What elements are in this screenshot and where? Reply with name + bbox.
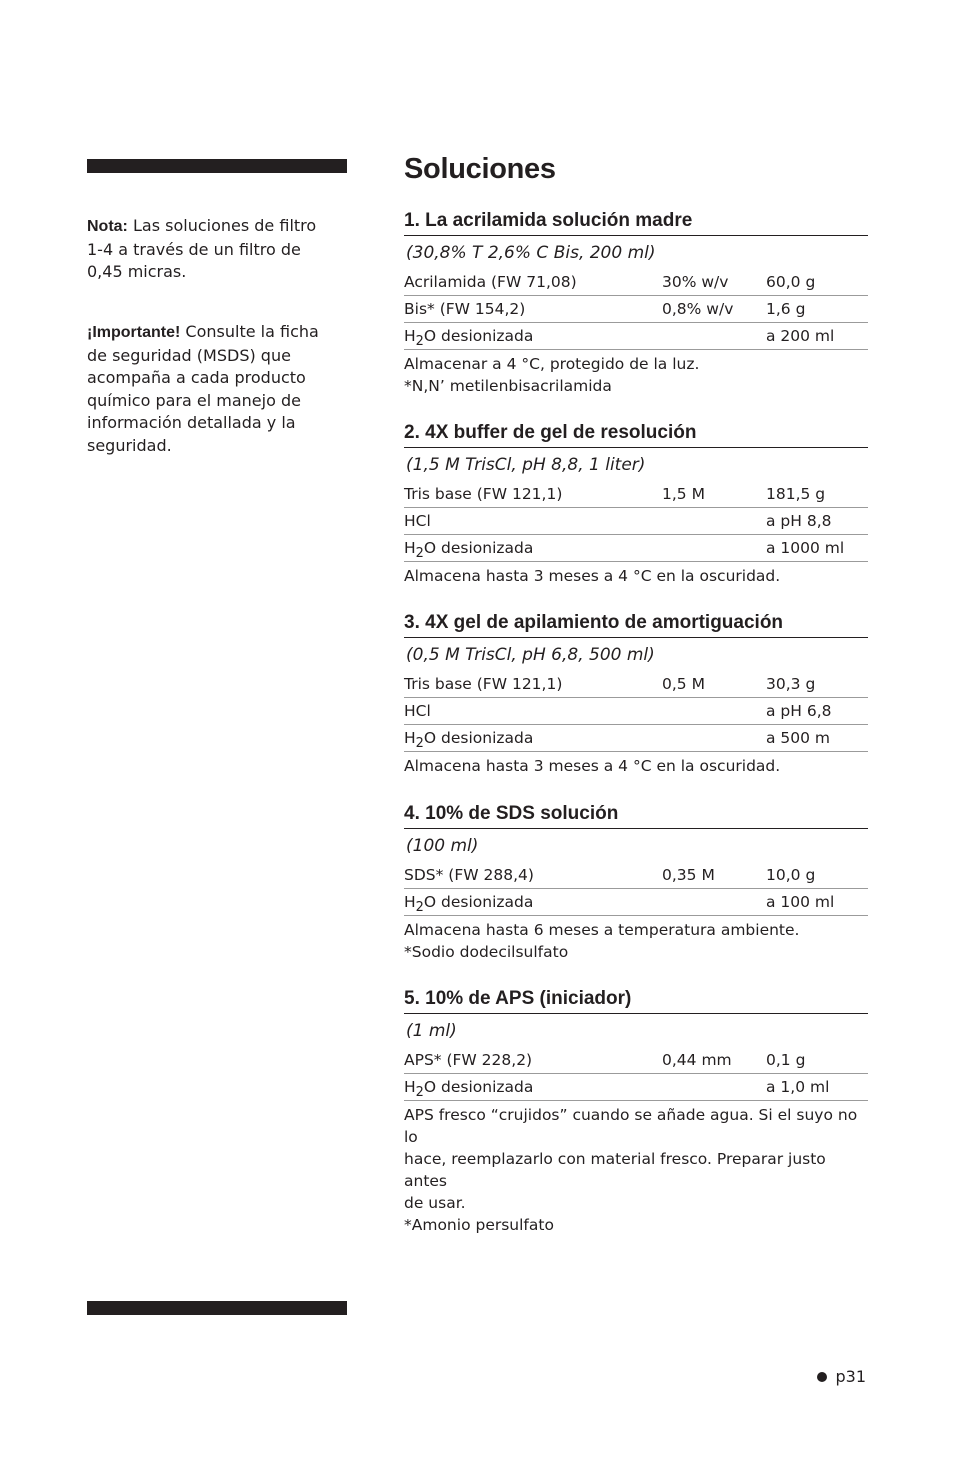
row-conc [662, 508, 766, 534]
section-notes [404, 755, 868, 777]
row-name: $H_2O$ desionizada [404, 327, 534, 350]
section-aps [404, 988, 868, 1236]
note-line: Almacena hasta 3 meses a 4 °C en la oscuridad. [404, 567, 781, 585]
row-conc [662, 1074, 766, 1100]
row-name: Bis* (FW 154,2) [404, 300, 526, 318]
table-row [404, 323, 868, 350]
row-conc [662, 323, 766, 349]
table-row [404, 862, 868, 889]
row-conc [662, 698, 766, 724]
row-amount: a pH 6,8 [766, 702, 832, 720]
note-line: Almacenar a 4 °C, protegido de la luz. [404, 355, 700, 373]
table-row [404, 889, 868, 916]
row-amount: a 1000 ml [766, 539, 845, 557]
section-title: 3. 4X gel de apilamiento de amortiguación [404, 612, 868, 638]
row-name: $H_2O$ desionizada [404, 729, 534, 752]
note-label: Nota: [87, 218, 128, 235]
bottom-divider-bar [87, 1301, 347, 1315]
row-name: HCl [404, 702, 431, 720]
row-amount: 181,5 g [766, 485, 826, 503]
section-title: 1. La acrilamida solución madre [404, 210, 868, 236]
table-row [404, 269, 868, 296]
table-row [404, 1047, 868, 1074]
row-amount: 30,3 g [766, 675, 816, 693]
row-name: Acrilamida (FW 71,08) [404, 273, 577, 291]
section-title: 4. 10% de SDS solución [404, 803, 868, 829]
page-title: Soluciones [404, 153, 556, 185]
row-name: Tris base (FW 121,1) [404, 485, 563, 503]
section-subtitle: (0,5 M TrisCl, pH 6,8, 500 ml) [406, 645, 655, 665]
table-row [404, 671, 868, 698]
row-amount: a 200 ml [766, 327, 835, 345]
section-title: 2. 4X buffer de gel de resolución [404, 422, 868, 448]
row-name: HCl [404, 512, 431, 530]
page-footer [817, 1367, 866, 1386]
section-subtitle: (1,5 M TrisCl, pH 8,8, 1 liter) [406, 455, 646, 475]
note-line: APS fresco “crujidos” cuando se añade agua. Si el suyo no lo hace, reemplazarlo con material fresco. Preparar justo antes de usar. [404, 1106, 858, 1212]
row-name: $H_2O$ desionizada [404, 893, 534, 916]
section-notes [404, 565, 868, 587]
table-row [404, 725, 868, 752]
section-subtitle: (100 ml) [406, 836, 479, 856]
row-amount: a 100 ml [766, 893, 835, 911]
row-conc: 0,44 mm [662, 1051, 732, 1069]
section-notes [404, 353, 868, 397]
note-line: *N,N’ metilenbisacrilamida [404, 377, 612, 395]
row-name: APS* (FW 228,2) [404, 1051, 533, 1069]
section-buffer-resolucion [404, 422, 868, 587]
note-line: *Sodio dodecilsulfato [404, 943, 569, 961]
table-row [404, 296, 868, 323]
table-row [404, 535, 868, 562]
section-sds [404, 803, 868, 963]
note-line: *Amonio persulfato [404, 1216, 554, 1234]
row-amount: 1,6 g [766, 300, 806, 318]
section-notes [404, 1104, 868, 1236]
row-conc: 0,8% w/v [662, 300, 734, 318]
section-acrilamida [404, 210, 868, 397]
bullet-dot-icon [817, 1372, 827, 1382]
table-row [404, 508, 868, 535]
important-label: ¡Importante! [87, 324, 181, 341]
sidebar-note [87, 215, 332, 284]
row-amount: 0,1 g [766, 1051, 806, 1069]
row-amount: 10,0 g [766, 866, 816, 884]
row-conc [662, 889, 766, 915]
important-text: Consulte la ficha de seguridad (MSDS) que acompaña a cada producto químico para el manejo de información detallada y la seguridad. [87, 322, 319, 455]
section-subtitle: (1 ml) [406, 1021, 457, 1041]
row-name: SDS* (FW 288,4) [404, 866, 534, 884]
row-amount: a 1,0 ml [766, 1078, 830, 1096]
row-conc: 0,5 M [662, 675, 705, 693]
row-conc: 30% w/v [662, 273, 729, 291]
row-conc [662, 535, 766, 561]
top-divider-bar [87, 159, 347, 173]
row-amount: a 500 m [766, 729, 831, 747]
section-apilamiento [404, 612, 868, 777]
row-name: $H_2O$ desionizada [404, 1078, 534, 1101]
row-name: $H_2O$ desionizada [404, 539, 534, 562]
row-amount: 60,0 g [766, 273, 816, 291]
table-row [404, 481, 868, 508]
row-conc: 1,5 M [662, 485, 705, 503]
row-amount: a pH 8,8 [766, 512, 832, 530]
row-name: Tris base (FW 121,1) [404, 675, 563, 693]
sidebar-important [87, 321, 332, 458]
page-number: p31 [835, 1367, 866, 1386]
section-notes [404, 919, 868, 963]
table-row [404, 698, 868, 725]
section-title: 5. 10% de APS (iniciador) [404, 988, 868, 1014]
note-line: Almacena hasta 6 meses a temperatura ambiente. [404, 921, 800, 939]
note-text: Las soluciones de filtro 1-4 a través de un filtro de 0,45 micras. [87, 216, 317, 282]
row-conc: 0,35 M [662, 866, 715, 884]
section-subtitle: (30,8% T 2,6% C Bis, 200 ml) [406, 243, 656, 263]
table-row [404, 1074, 868, 1101]
row-conc [662, 725, 766, 751]
note-line: Almacena hasta 3 meses a 4 °C en la oscuridad. [404, 757, 781, 775]
